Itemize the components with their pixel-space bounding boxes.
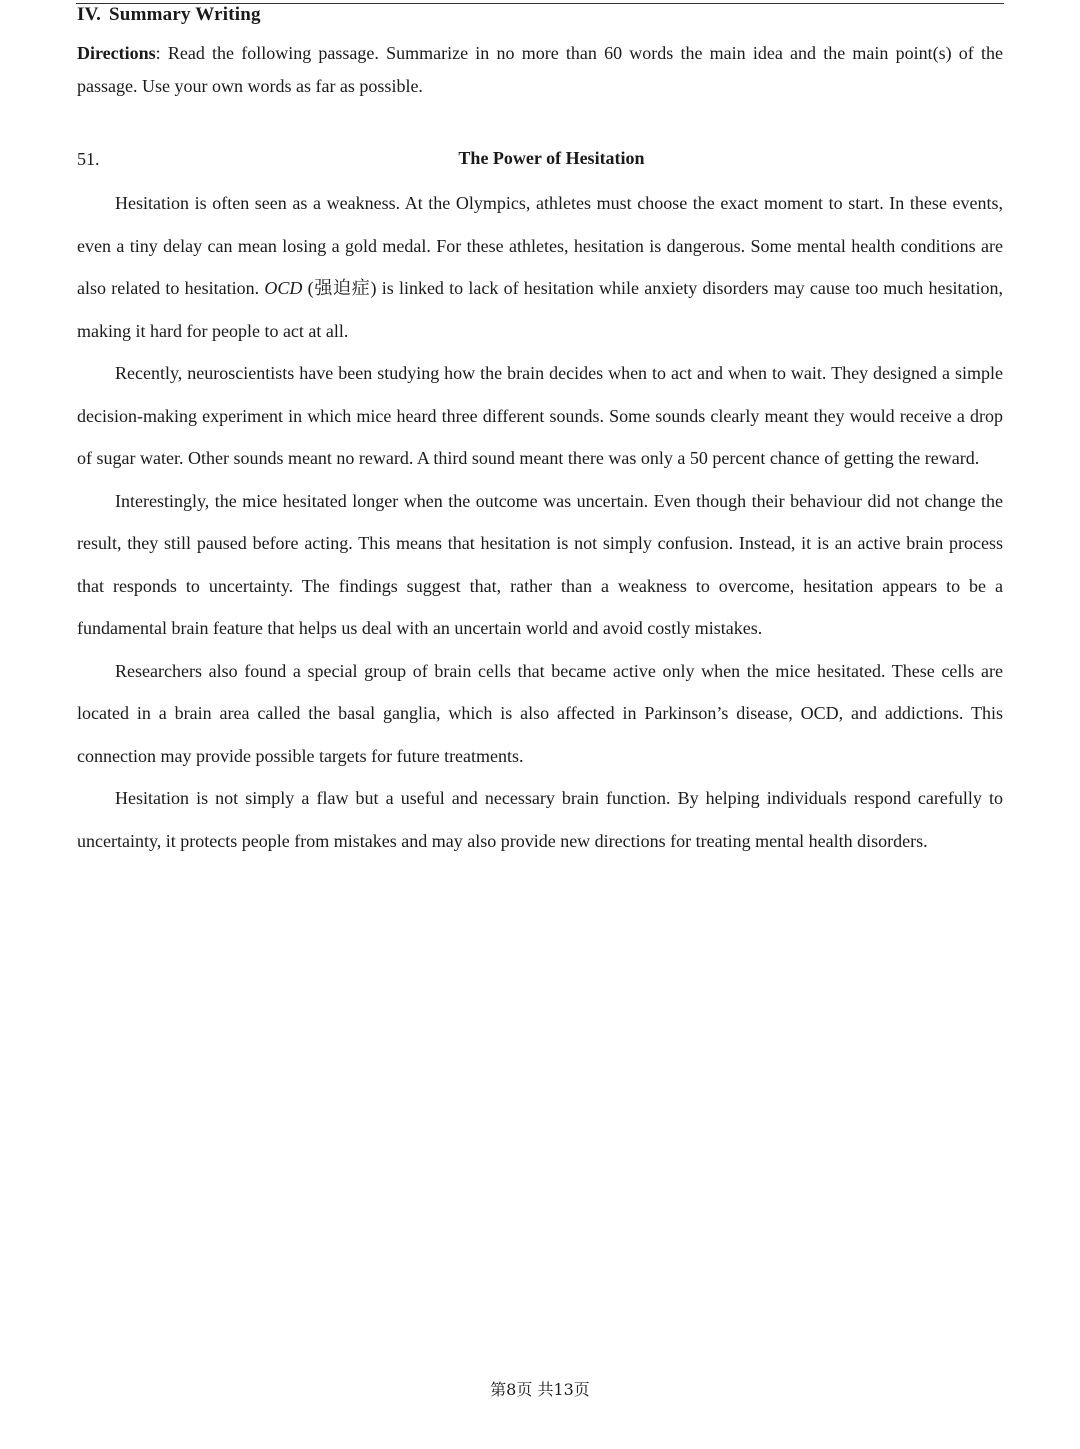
- passage-body: [77, 182, 1003, 862]
- passage-paragraph-5: Hesitation is not simply a flaw but a useful and necessary brain function. By helping individuals respond carefully to uncertainty, it protects people from mistakes and may also provide new directions for treating mental health disorders.: [77, 788, 1003, 851]
- directions-text: : Read the following passage. Summarize in no more than 60 words the main idea and the main point(s) of the passage. Use your own words as far as possible.: [77, 43, 1003, 96]
- paragraph-1-text-a: Hesitation is often seen as a weakness. At the Olympics, athletes must choose the exact moment to start. In these events, even a tiny delay can mean losing a gold medal. For these athletes, hesitation is dangerous. Some mental health conditions are also related to hesitation.: [77, 193, 1003, 298]
- passage-paragraph-1: [77, 182, 1003, 352]
- passage-title: The Power of Hesitation: [458, 148, 645, 168]
- passage-paragraph-4: Researchers also found a special group of brain cells that became active only when the mice hesitated. These cells are located in a brain area called the basal ganglia, which is also affected in Parkinson’s disease, OCD, and addictions. This connection may provide possible targets for future treatments.: [77, 660, 1003, 766]
- section-title: Summary Writing: [109, 4, 261, 25]
- passage-paragraph-3: Interestingly, the mice hesitated longer when the outcome was uncertain. Even though their behaviour did not change the result, they still paused before acting. This means that hesitation is not simply confusion. Instead, it is an active brain process that responds to uncertainty. The findings suggest that, rather than a weakness to overcome, hesitation appears to be a fundamental brain feature that helps us deal with an uncertain world and avoid costly mistakes.: [77, 490, 1003, 638]
- question-number: 51.: [77, 149, 100, 169]
- directions-label: Directions: [77, 43, 156, 63]
- section-heading: [77, 4, 261, 26]
- paragraph-1-text-b: (强迫症) is linked to lack of hesitation while anxiety disorders may cause too much hesitation, making it hard for people to act at all.: [77, 278, 1003, 341]
- passage-paragraph-2: Recently, neuroscientists have been studying how the brain decides when to act and when to wait. They designed a simple decision-making experiment in which mice heard three different sounds. Some sounds clearly meant they would receive a drop of sugar water. Other sounds meant no reward. A third sound meant there was only a 50 percent chance of getting the reward.: [77, 363, 1003, 468]
- ocd-term: OCD: [264, 278, 303, 298]
- section-numeral: IV.: [77, 4, 102, 25]
- page-footer: 第8页 共13页: [490, 1380, 590, 1399]
- directions: [77, 37, 1003, 103]
